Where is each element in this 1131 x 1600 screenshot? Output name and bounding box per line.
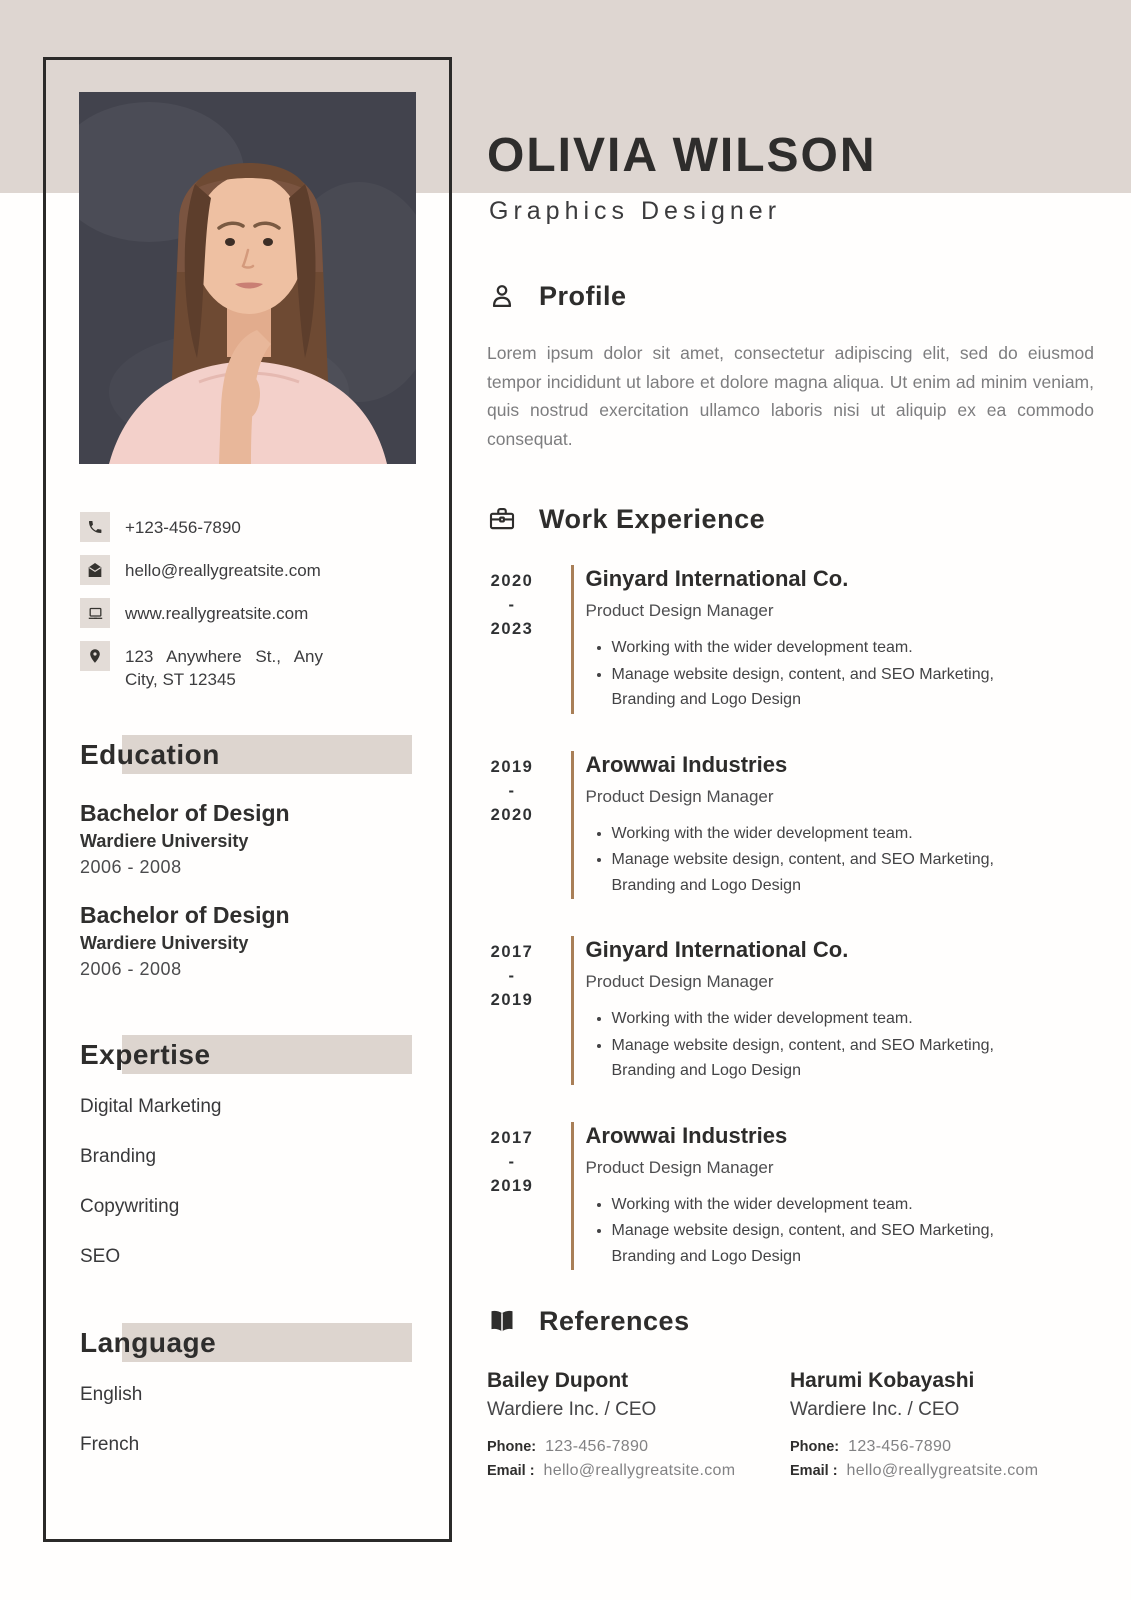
work-start-year: 2017 — [490, 943, 534, 961]
briefcase-icon — [487, 504, 517, 534]
sidebar-frame — [43, 57, 452, 1542]
work-entry — [487, 936, 1094, 1085]
dates-separator: - — [508, 1152, 516, 1171]
reference-phone-row — [487, 1435, 790, 1459]
work-end-year: 2020 — [490, 805, 534, 824]
expertise-section — [80, 1035, 425, 1294]
contact-text: +123-456-7890 — [125, 518, 241, 537]
job-title: Graphics Designer — [489, 197, 782, 225]
school: Wardiere University — [80, 831, 249, 851]
expertise-heading-text: Expertise — [80, 1039, 211, 1070]
person-icon — [487, 282, 517, 310]
company-name: Ginyard International Co. — [585, 566, 849, 591]
contact-list — [80, 512, 425, 704]
language-item: French — [80, 1434, 140, 1455]
dates-separator: - — [508, 781, 516, 800]
laptop-icon — [80, 598, 110, 628]
contact-text: hello@reallygreatsite.com — [125, 561, 321, 580]
language-list — [80, 1382, 425, 1458]
contact-item-address — [80, 641, 425, 691]
references-section — [487, 1305, 1094, 1483]
job-role: Product Design Manager — [585, 972, 774, 991]
work-entry — [487, 1122, 1094, 1271]
education-heading-text: Education — [80, 739, 220, 770]
references-heading-text: References — [539, 1306, 690, 1336]
reference-person — [790, 1367, 1094, 1483]
job-bullet: • Working with the wider development team. — [612, 821, 1010, 847]
profile-photo — [79, 92, 416, 464]
reference-phone: 123-456-7890 — [545, 1438, 649, 1455]
expertise-item: SEO — [80, 1246, 121, 1267]
references-grid — [487, 1367, 1094, 1483]
reference-contact — [790, 1435, 1094, 1483]
job-bullet: • Manage website design, content, and SEO Marketing, Branding and Logo Design — [612, 662, 1010, 713]
work-experience-section — [487, 503, 1094, 1307]
expertise-item: Digital Marketing — [80, 1096, 222, 1117]
job-role: Product Design Manager — [585, 786, 774, 806]
company-name: Ginyard International Co. — [585, 937, 849, 962]
reference-phone: 123-456-7890 — [848, 1438, 952, 1455]
dates-separator: - — [508, 596, 516, 614]
school: Wardiere University — [80, 933, 249, 953]
portrait-illustration — [79, 92, 416, 464]
work-entry-content — [574, 565, 1010, 714]
work-start-year: 2017 — [490, 1128, 534, 1147]
job-bullets — [586, 821, 1010, 899]
phone-label: Phone: — [487, 1439, 537, 1455]
work-start-year: 2020 — [490, 572, 534, 590]
reference-person — [487, 1367, 790, 1483]
reference-contact — [487, 1435, 790, 1483]
education-item — [80, 798, 425, 879]
job-bullets — [586, 635, 1010, 713]
language-item: English — [80, 1384, 143, 1405]
profile-paragraph: Lorem ipsum dolor sit amet, consectetur adipiscing elit, sed do eiusmod tempor incididunt ut labore et dolore magna aliqua. Ut enim ad minim veniam, quis nostrud exercitation ullamco laboris nisi ut aliquip ex ea commodo consequat. — [487, 343, 1094, 449]
education-heading — [80, 735, 425, 775]
book-icon — [487, 1307, 517, 1335]
company-name: Arowwai Industries — [585, 1122, 788, 1148]
reference-email-row — [790, 1459, 1094, 1483]
expertise-item: Branding — [80, 1146, 157, 1167]
email-label: Email : — [487, 1463, 535, 1479]
phone-icon — [80, 512, 110, 542]
job-bullets — [586, 1006, 1010, 1084]
work-entry-dates — [487, 751, 537, 900]
references-heading — [487, 1305, 1094, 1337]
work-entry — [487, 565, 1094, 714]
reference-email: hello@reallygreatsite.com — [846, 1462, 1039, 1479]
company-name: Arowwai Industries — [585, 751, 788, 777]
language-heading-text: Language — [80, 1327, 217, 1358]
degree: Bachelor of Design — [80, 902, 290, 928]
work-entry-content — [574, 1122, 1010, 1271]
work-entry-content — [574, 751, 1010, 900]
work-entry-dates — [487, 1122, 537, 1271]
reference-email-row — [487, 1459, 790, 1483]
work-start-year: 2019 — [490, 757, 534, 776]
job-role: Product Design Manager — [585, 1157, 774, 1177]
job-bullet: • Manage website design, content, and SEO Marketing, Branding and Logo Design — [612, 847, 1010, 898]
job-bullets — [586, 1192, 1010, 1270]
job-bullet: • Manage website design, content, and SEO Marketing, Branding and Logo Design — [612, 1033, 1010, 1084]
expertise-list — [80, 1094, 425, 1270]
language-heading — [80, 1323, 425, 1363]
work-entry-content — [574, 936, 1010, 1085]
profile-heading-text: Profile — [539, 281, 627, 311]
work-end-year: 2019 — [490, 1176, 534, 1195]
phone-label: Phone: — [790, 1439, 840, 1455]
reference-company: Wardiere Inc. / CEO — [487, 1399, 657, 1420]
job-bullet: • Working with the wider development team. — [612, 635, 1010, 661]
work-end-year: 2019 — [490, 991, 534, 1009]
contact-item-website — [80, 598, 425, 628]
reference-name: Harumi Kobayashi — [790, 1369, 975, 1392]
work-entries — [487, 565, 1094, 1270]
education-item — [80, 900, 425, 981]
expertise-item: Copywriting — [80, 1196, 180, 1217]
language-section — [80, 1323, 425, 1482]
degree: Bachelor of Design — [80, 800, 290, 826]
education-section — [80, 735, 425, 775]
envelope-icon — [80, 555, 110, 585]
profile-section — [487, 280, 1094, 453]
work-entry — [487, 751, 1094, 900]
email-label: Email : — [790, 1463, 838, 1479]
person-name: OLIVIA WILSON — [487, 129, 877, 182]
work-entry-dates — [487, 936, 537, 1085]
years: 2006 - 2008 — [80, 959, 182, 979]
reference-email: hello@reallygreatsite.com — [543, 1462, 736, 1479]
reference-company: Wardiere Inc. / CEO — [790, 1399, 960, 1420]
reference-phone-row — [790, 1435, 1094, 1459]
contact-item-email — [80, 555, 425, 585]
job-bullet: • Working with the wider development team. — [612, 1192, 1010, 1218]
years: 2006 - 2008 — [80, 857, 182, 877]
work-end-year: 2023 — [490, 620, 534, 638]
work-entry-dates — [487, 565, 537, 714]
profile-heading — [487, 280, 1094, 312]
expertise-heading — [80, 1035, 425, 1075]
contact-text: 123 Anywhere St., Any City, ST 12345 — [125, 647, 323, 689]
dates-separator: - — [508, 967, 516, 985]
job-bullet: • Manage website design, content, and SEO Marketing, Branding and Logo Design — [612, 1218, 1010, 1269]
job-bullet: • Working with the wider development team. — [612, 1006, 1010, 1032]
contact-item-phone — [80, 512, 425, 542]
location-pin-icon — [80, 641, 110, 671]
work-experience-heading-text: Work Experience — [539, 504, 766, 534]
reference-name: Bailey Dupont — [487, 1369, 629, 1392]
contact-text: www.reallygreatsite.com — [125, 604, 309, 623]
job-role: Product Design Manager — [585, 601, 774, 620]
work-experience-heading — [487, 503, 1094, 535]
